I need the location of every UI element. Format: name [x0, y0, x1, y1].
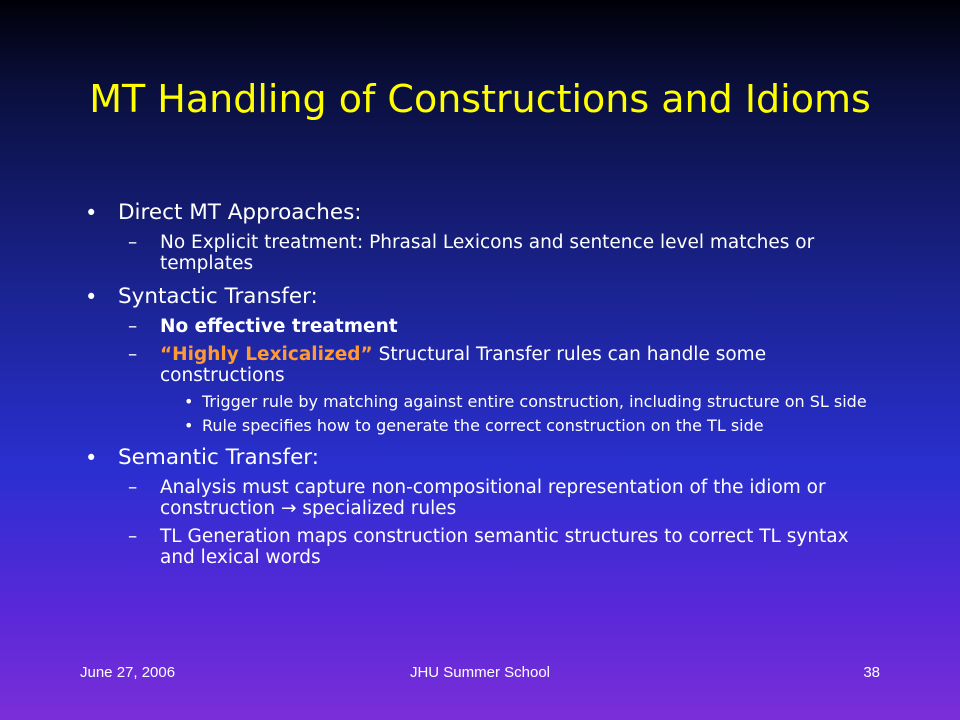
dash-icon: – — [128, 232, 138, 253]
footer-page-number: 38 — [863, 664, 880, 681]
dash-icon: – — [128, 477, 138, 498]
arrow-icon: → — [280, 498, 297, 519]
bullet-text: Semantic Transfer: — [118, 445, 319, 470]
bullet-syntactic-transfer — [80, 284, 880, 310]
bullet-icon: • — [184, 416, 194, 435]
subsubitem-syntactic-2 — [80, 417, 882, 435]
dash-icon: – — [128, 526, 138, 547]
bullet-text: Direct MT Approaches: — [118, 200, 362, 225]
bullet-icon: • — [85, 285, 98, 309]
slide-title: MT Handling of Constructions and Idioms — [89, 77, 871, 121]
subitem-text: TL Generation maps construction semantic structures to correct TL syntax and lexical words — [160, 526, 849, 568]
subitem-semantic-1 — [80, 477, 880, 519]
subsubitem-text: Trigger rule by matching against entire construction, including structure on SL side — [202, 392, 867, 411]
subitem-text-cont: specialized rules — [296, 498, 457, 519]
bullet-semantic-transfer — [80, 445, 880, 471]
bullet-text: Syntactic Transfer: — [118, 284, 318, 309]
slide-content — [80, 200, 880, 575]
subitem-direct-1 — [80, 232, 880, 274]
subitem-semantic-2 — [80, 526, 880, 568]
bullet-icon: • — [184, 392, 194, 411]
subitem-text: No effective treatment — [160, 316, 398, 337]
dash-icon: – — [128, 344, 138, 365]
subitem-syntactic-1 — [80, 316, 880, 337]
subsubitem-syntactic-1 — [80, 393, 882, 411]
bullet-icon: • — [85, 201, 98, 225]
dash-icon: – — [128, 316, 138, 337]
subitem-text: Analysis must capture non-compositional representation of the idiom or construction — [160, 477, 826, 519]
subitem-text: Structural Transfer rules can handle some constructions — [160, 344, 767, 386]
subsubitem-text: Rule specifies how to generate the correct construction on the TL side — [202, 416, 764, 435]
subitem-syntactic-2 — [80, 344, 880, 386]
bullet-icon: • — [85, 446, 98, 470]
footer-date: June 27, 2006 — [80, 664, 176, 681]
subitem-text: No Explicit treatment: Phrasal Lexicons and sentence level matches or templates — [160, 232, 815, 274]
bullet-direct-mt — [80, 200, 880, 226]
highlight-text: “Highly Lexicalized” — [160, 344, 373, 365]
footer-event: JHU Summer School — [409, 664, 551, 681]
